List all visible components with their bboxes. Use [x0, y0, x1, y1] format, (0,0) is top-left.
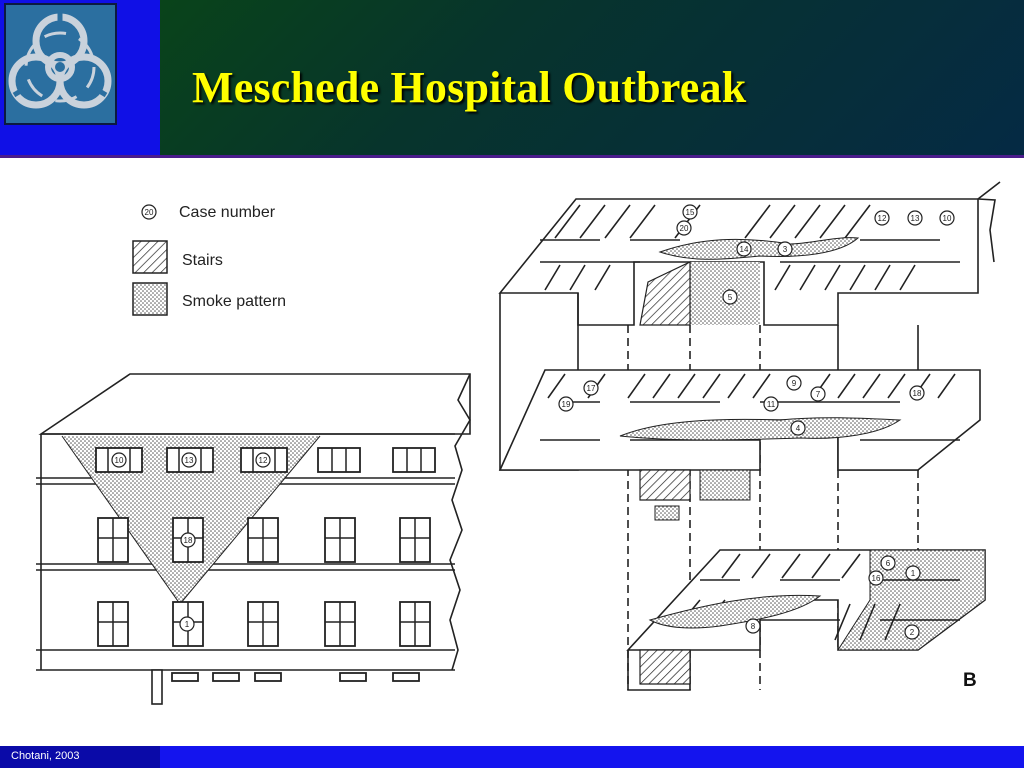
plan-case-20: 20 [679, 224, 689, 233]
facade-case-13: 13 [184, 456, 194, 465]
plan-case-12: 12 [877, 214, 887, 223]
plan-case-17: 17 [586, 384, 596, 393]
plan-case-2: 2 [909, 628, 915, 637]
legend-case-marker [142, 205, 156, 219]
legend [133, 204, 286, 315]
plan-case-11: 11 [766, 400, 776, 409]
plan-case-4: 4 [795, 424, 801, 433]
panel-label-b: B [963, 670, 977, 691]
plan-case-8: 8 [750, 622, 756, 631]
facade-case-1: 1 [184, 620, 190, 629]
plan-case-5: 5 [727, 293, 733, 302]
facade-case-12: 12 [258, 456, 268, 465]
slide-title: Meschede Hospital Outbreak [192, 63, 747, 112]
plan-case-13: 13 [910, 214, 920, 223]
legend-case-example: 20 [144, 208, 154, 217]
plan-case-10: 10 [942, 214, 952, 223]
legend-case-label: Case number [179, 204, 276, 221]
facade-case-10: 10 [114, 456, 124, 465]
biohazard-icon [4, 3, 117, 125]
facade-case-18: 18 [183, 536, 193, 545]
slide-credit: Chotani, 2003 [11, 750, 80, 762]
outbreak-figure [0, 158, 1024, 746]
plan-case-18: 18 [912, 389, 922, 398]
plan-case-3: 3 [782, 245, 788, 254]
plan-case-6: 6 [885, 559, 891, 568]
plan-case-1: 1 [910, 569, 916, 578]
header-sidebar [0, 0, 160, 158]
footer-credit-box [0, 746, 160, 768]
legend-smoke-swatch [133, 283, 167, 315]
slide-footer [0, 746, 1024, 768]
plan-case-14: 14 [739, 245, 749, 254]
plan-case-16: 16 [871, 574, 881, 583]
plan-case-15: 15 [685, 208, 695, 217]
plan-case-19: 19 [561, 400, 571, 409]
plan-case-9: 9 [791, 379, 797, 388]
legend-stairs-label: Stairs [182, 252, 223, 269]
legend-stairs-swatch [133, 241, 167, 273]
legend-smoke-label: Smoke pattern [182, 293, 287, 310]
floor-plan-b [500, 182, 1000, 690]
plan-case-7: 7 [815, 390, 821, 399]
